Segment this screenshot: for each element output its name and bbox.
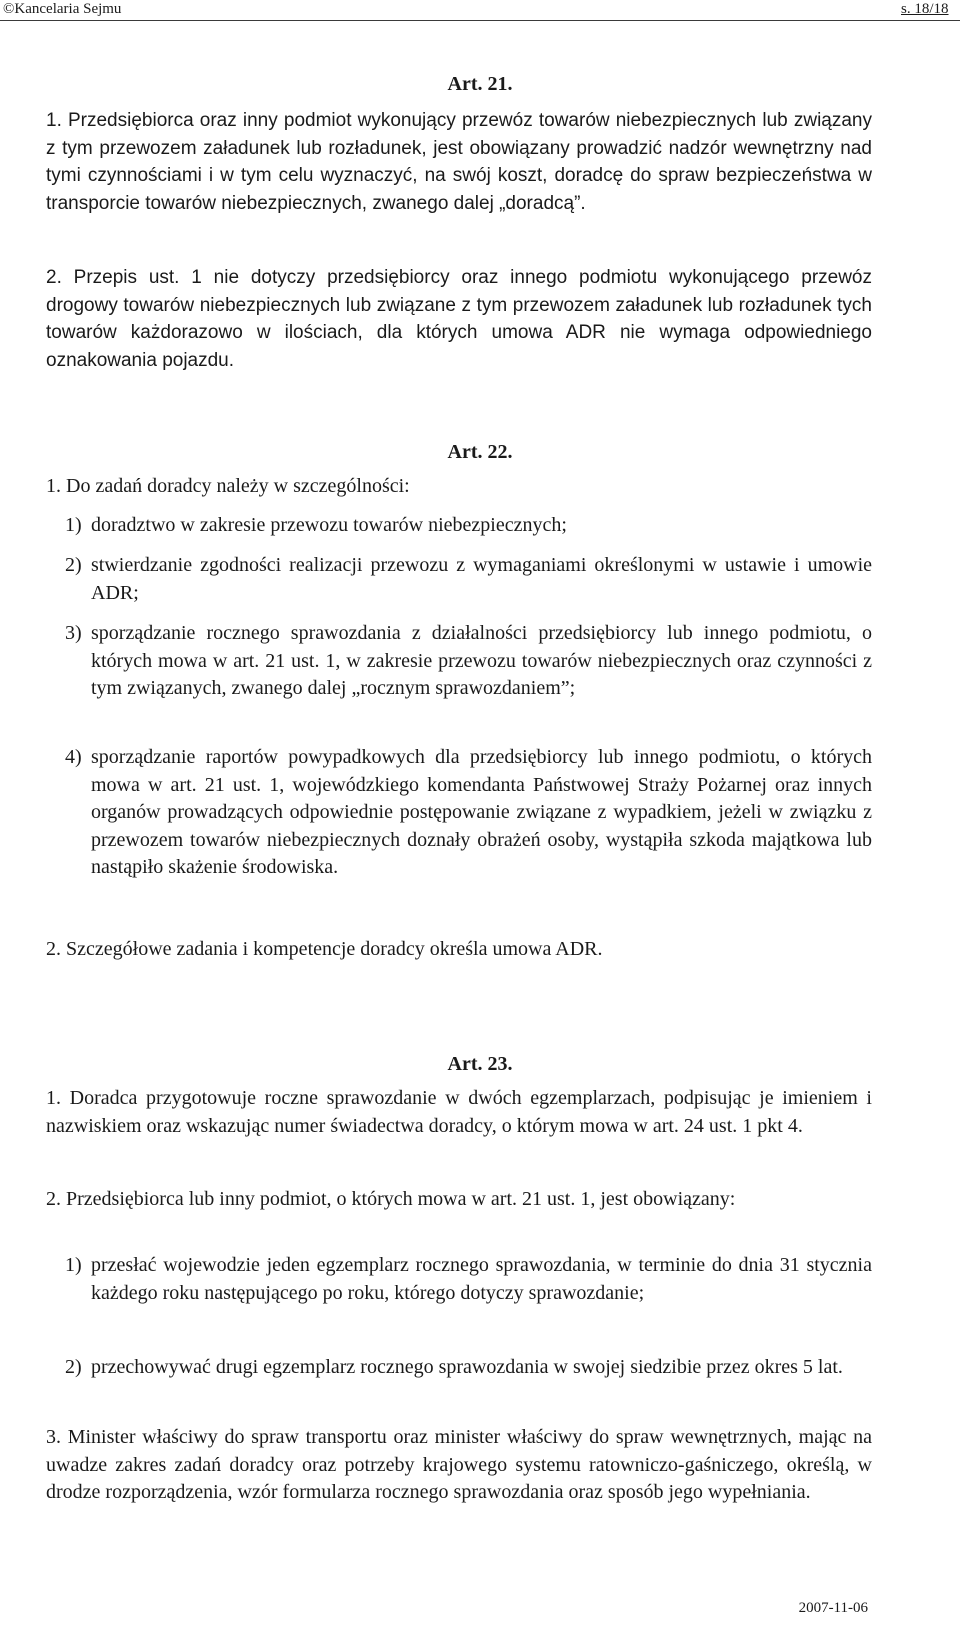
- item-number: 4): [65, 746, 82, 768]
- page-number: s. 18/18: [901, 1, 949, 17]
- article-22-item-1: [65, 512, 872, 540]
- article-22-title: Art. 22.: [447, 441, 513, 463]
- item-text: przesłać wojewodzie jeden egzemplarz rocznego sprawozdania, w terminie do dnia 31 stycznia każdego roku następującego po roku, którego dotyczy sprawozdanie;: [91, 1254, 872, 1304]
- article-23-item-1: [65, 1252, 872, 1307]
- article-23-item-2: [65, 1354, 872, 1382]
- item-text: doradztwo w zakresie przewozu towarów niebezpiecznych;: [91, 514, 567, 536]
- article-22-item-3: [65, 620, 872, 703]
- item-text: przechowywać drugi egzemplarz rocznego sprawozdania w swojej siedzibie przez okres 5 lat.: [91, 1356, 843, 1378]
- item-text: sporządzanie rocznego sprawozdania z działalności przedsiębiorcy lub innego podmiotu, o których mowa w art. 21 ust. 1, w zakresie przewozu towarów niebezpiecznych oraz czynności z tym związanych, zwanego dalej „rocznym sprawozdaniem”;: [91, 622, 872, 699]
- item-number: 1): [65, 514, 82, 536]
- item-text: stwierdzanie zgodności realizacji przewozu z wymaganiami określonymi w ustawie i umowie ADR;: [91, 554, 872, 604]
- article-22-item-2: [65, 552, 872, 607]
- article-23-paragraph-1: 1. Doradca przygotowuje roczne sprawozdanie w dwóch egzemplarzach, podpisując je imieniem i nazwiskiem oraz wskazując numer świadectwa doradcy, o którym mowa w art. 24 ust. 1 pkt 4.: [46, 1087, 872, 1137]
- article-22-item-4: [65, 744, 872, 882]
- item-number: 1): [65, 1254, 82, 1276]
- item-text: sporządzanie raportów powypadkowych dla przedsiębiorcy lub innego podmiotu, o których mowa w art. 21 ust. 1, wojewódzkiego komendanta Państwowej Straży Pożarnej oraz innych organów prowadzących odpowiednie postępowanie związane z wypadkiem, jeżeli w związku z przewozem towarów niebezpiecznych doznały obrażeń osoby, wystąpiła szkoda majątkowa lub nastąpiło skażenie środowiska.: [91, 746, 872, 878]
- item-number: 2): [65, 554, 82, 576]
- item-number: 2): [65, 1356, 82, 1378]
- article-23-paragraph-2: 2. Przedsiębiorca lub inny podmiot, o których mowa w art. 21 ust. 1, jest obowiązany:: [46, 1188, 736, 1210]
- footer-date: 2007-11-06: [798, 1600, 868, 1616]
- article-22-paragraph-2: 2. Szczegółowe zadania i kompetencje doradcy określa umowa ADR.: [46, 938, 603, 960]
- article-21-paragraph-2: 2. Przepis ust. 1 nie dotyczy przedsiębiorcy oraz innego podmiotu wykonującego przewóz drogowy towarów niebezpiecznych lub związane z tym przewozem załadunek lub rozładunek tych towarów każdorazowo w ilościach, dla których umowa ADR nie wymaga odpowiedniego oznakowania pojazdu.: [46, 267, 872, 371]
- header-source: ©Kancelaria Sejmu: [3, 1, 122, 17]
- item-number: 3): [65, 622, 82, 644]
- article-21-paragraph-1: 1. Przedsiębiorca oraz inny podmiot wykonujący przewóz towarów niebezpiecznych lub związany z tym przewozem załadunek lub rozładunek, jest obowiązany prowadzić nadzór wewnętrzny nad tymi czynnościami i w tym celu wyznaczyć, na swój koszt, doradcę do spraw bezpieczeństwa w transporcie towarów niebezpiecznych, zwanego dalej „doradcą”.: [46, 110, 872, 214]
- article-23-title: Art. 23.: [447, 1053, 513, 1075]
- article-23-paragraph-3: 3. Minister właściwy do spraw transportu oraz minister właściwy do spraw wewnętrznych, mając na uwadze zakres zadań doradcy oraz potrzeby krajowego systemu ratowniczo-gaśniczego, określą, w drodze rozporządzenia, wzór formularza rocznego sprawozdania oraz sposób jego wypełniania.: [46, 1426, 872, 1503]
- article-22-paragraph-1: 1. Do zadań doradcy należy w szczególności:: [46, 475, 410, 497]
- article-21-title: Art. 21.: [447, 73, 513, 95]
- header-divider: [0, 20, 960, 21]
